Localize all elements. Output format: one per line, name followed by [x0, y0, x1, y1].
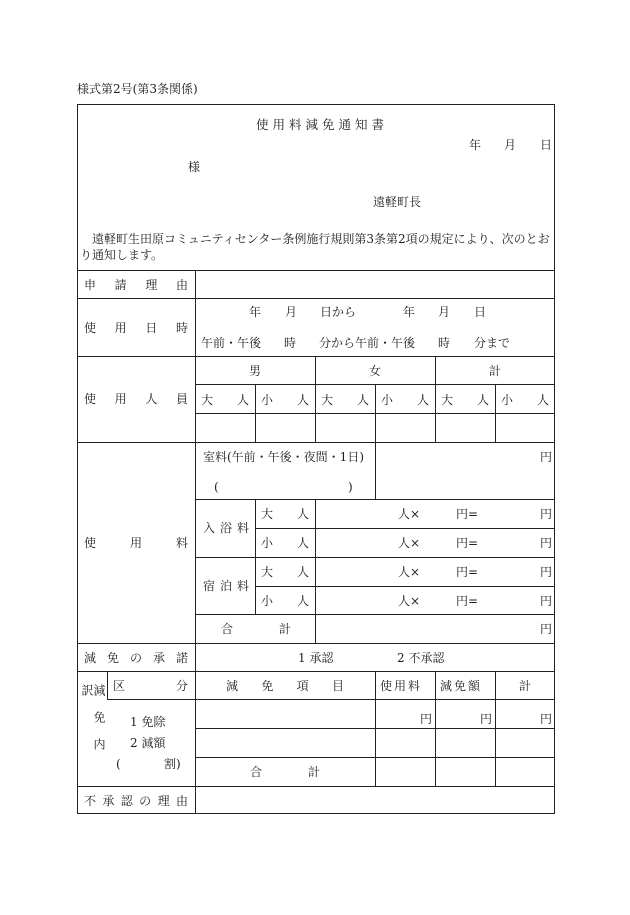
details-total-yen: 円 — [540, 712, 553, 726]
bath-adult-yen: 円 — [540, 507, 553, 521]
fees-total-label: 合 計 — [221, 622, 291, 636]
label-char: 時 — [175, 321, 188, 335]
issuer-name: 遠軽町長 — [373, 195, 422, 209]
bath-adult-rate: 円= — [456, 507, 479, 521]
lodging-child-yen: 円 — [540, 594, 553, 608]
lodging-adult-label: 大 人 — [261, 565, 309, 579]
fees-label — [84, 537, 188, 549]
label-column-divider — [195, 643, 196, 671]
reason-label — [84, 279, 188, 291]
details-kubun-header: 区 分 — [113, 679, 188, 693]
label-char: 認 — [120, 794, 133, 808]
notice-body-text: 遠軽町生田原コミュニティセンター条例施行規則第3条第2項の規定により、次のとおり通知します。 — [80, 232, 550, 262]
users-label — [84, 393, 188, 405]
details-total-header: 計 — [519, 679, 532, 693]
label-char: 使 — [84, 392, 97, 406]
grid-line — [255, 586, 555, 587]
date-year-label: 年 — [469, 138, 482, 152]
date-to-month: 月 — [438, 305, 451, 319]
grid-line — [195, 557, 555, 558]
label-char: 承 — [152, 651, 165, 665]
details-total-label: 合 計 — [250, 765, 320, 779]
lodging-fee-label: 宿泊料 — [203, 579, 255, 593]
label-char: 用 — [114, 321, 127, 335]
label-char: 請 — [114, 278, 127, 292]
label-char: 諾 — [175, 651, 188, 665]
grid-line — [435, 356, 436, 442]
lodging-child-rate: 円= — [456, 594, 479, 608]
grid-line — [255, 499, 256, 614]
grid-line — [495, 384, 496, 442]
details-label: 減免内訳 — [80, 684, 106, 765]
date-from-year: 年 — [249, 305, 262, 319]
room-fee-paren-close: ) — [348, 480, 353, 494]
row-divider — [77, 356, 555, 357]
label-char: 日 — [145, 321, 158, 335]
label-char: 理 — [157, 794, 170, 808]
form-number-label: 様式第2号(第3条関係) — [77, 82, 198, 96]
label-char: 承 — [102, 794, 115, 808]
label-column-divider — [195, 786, 196, 814]
bath-child-yen: 円 — [540, 536, 553, 550]
details-reduced-option: 2 減額 — [130, 736, 166, 750]
lodging-adult-people: 人× — [398, 565, 421, 579]
date-month-label: 月 — [504, 138, 517, 152]
details-exempt-option: 1 免除 — [130, 715, 166, 729]
label-char: の — [139, 794, 152, 808]
room-fee-yen: 円 — [540, 450, 553, 464]
users-total-adult-header: 大 人 — [441, 393, 489, 407]
time-from-ampm: 午前・午後 — [201, 336, 262, 350]
approval-option-approved: 1 承認 — [298, 651, 334, 665]
label-char: 申 — [84, 278, 97, 292]
grid-line — [315, 499, 316, 643]
bath-child-label: 小 人 — [261, 536, 309, 550]
document-title: 使用料減免通知書 — [256, 117, 389, 132]
row-divider — [77, 298, 555, 299]
room-fee-label: 室料(午前・午後・夜間・1日) — [203, 450, 364, 464]
details-usage-fee-header: 使用料 — [380, 679, 423, 693]
row-divider — [77, 643, 555, 644]
date-from-month: 月 — [285, 305, 298, 319]
time-to-minute: 分まで — [474, 336, 511, 350]
label-char: 不 — [84, 794, 97, 808]
users-male-header: 男 — [249, 364, 262, 378]
details-item-header: 減 免 項 目 — [226, 679, 344, 693]
addressee-suffix: 様 — [188, 160, 201, 174]
details-percent-close: 割) — [164, 757, 181, 771]
label-char: 用 — [114, 392, 127, 406]
label-char: 員 — [175, 392, 188, 406]
grid-line — [255, 528, 555, 529]
grid-line — [375, 442, 376, 499]
users-female-header: 女 — [369, 364, 382, 378]
users-female-adult-header: 大 人 — [321, 393, 369, 407]
label-char: 減 — [84, 651, 97, 665]
label-char: 由 — [175, 794, 188, 808]
grid-line — [107, 699, 555, 700]
grid-line — [255, 384, 256, 442]
date-to-year: 年 — [403, 305, 416, 319]
usage-date-label — [84, 322, 188, 334]
date-from-day: 日から — [320, 305, 357, 319]
approval-label — [84, 652, 188, 664]
lodging-adult-rate: 円= — [456, 565, 479, 579]
room-fee-paren-open: ( — [214, 480, 219, 494]
bath-child-rate: 円= — [456, 536, 479, 550]
row-divider — [77, 442, 555, 443]
date-to-day: 日 — [474, 305, 487, 319]
label-char: 人 — [145, 392, 158, 406]
grid-line — [195, 614, 555, 615]
details-percent-open: ( — [116, 757, 121, 771]
fees-total-yen: 円 — [540, 622, 553, 636]
row-divider — [77, 270, 555, 271]
details-usage-fee-yen: 円 — [420, 712, 433, 726]
details-reduction-header: 減免額 — [440, 679, 483, 693]
label-char: の — [129, 651, 142, 665]
label-char: 理 — [145, 278, 158, 292]
lodging-child-people: 人× — [398, 594, 421, 608]
bath-adult-label: 大 人 — [261, 507, 309, 521]
grid-line — [195, 757, 555, 758]
row-divider — [77, 786, 555, 787]
grid-line — [375, 384, 376, 442]
users-total-header: 計 — [489, 364, 502, 378]
grid-line — [107, 671, 108, 699]
users-total-child-header: 小 人 — [501, 393, 549, 407]
bath-adult-people: 人× — [398, 507, 421, 521]
lodging-child-label: 小 人 — [261, 594, 309, 608]
users-female-child-header: 小 人 — [381, 393, 429, 407]
bath-child-people: 人× — [398, 536, 421, 550]
label-char: 免 — [106, 651, 119, 665]
label-char: 由 — [175, 278, 188, 292]
approval-option-rejected: 2 不承認 — [397, 651, 445, 665]
bath-fee-label: 入浴料 — [203, 521, 255, 535]
time-from-hour: 時 — [284, 336, 297, 350]
lodging-adult-yen: 円 — [540, 565, 553, 579]
label-char: 用 — [129, 536, 142, 550]
users-male-child-header: 小 人 — [261, 393, 309, 407]
time-to-ampm: 分から午前・午後 — [319, 336, 416, 350]
date-day-label: 日 — [540, 138, 553, 152]
rejection-reason-label — [84, 795, 188, 807]
grid-line — [195, 499, 555, 500]
label-char: 使 — [84, 321, 97, 335]
time-to-hour: 時 — [438, 336, 451, 350]
grid-line — [315, 356, 316, 442]
grid-line — [195, 728, 555, 729]
label-column-divider — [195, 270, 196, 643]
users-male-adult-header: 大 人 — [201, 393, 249, 407]
row-divider — [77, 671, 555, 672]
label-char: 料 — [175, 536, 188, 550]
details-reduction-yen: 円 — [480, 712, 493, 726]
label-char: 使 — [84, 536, 97, 550]
